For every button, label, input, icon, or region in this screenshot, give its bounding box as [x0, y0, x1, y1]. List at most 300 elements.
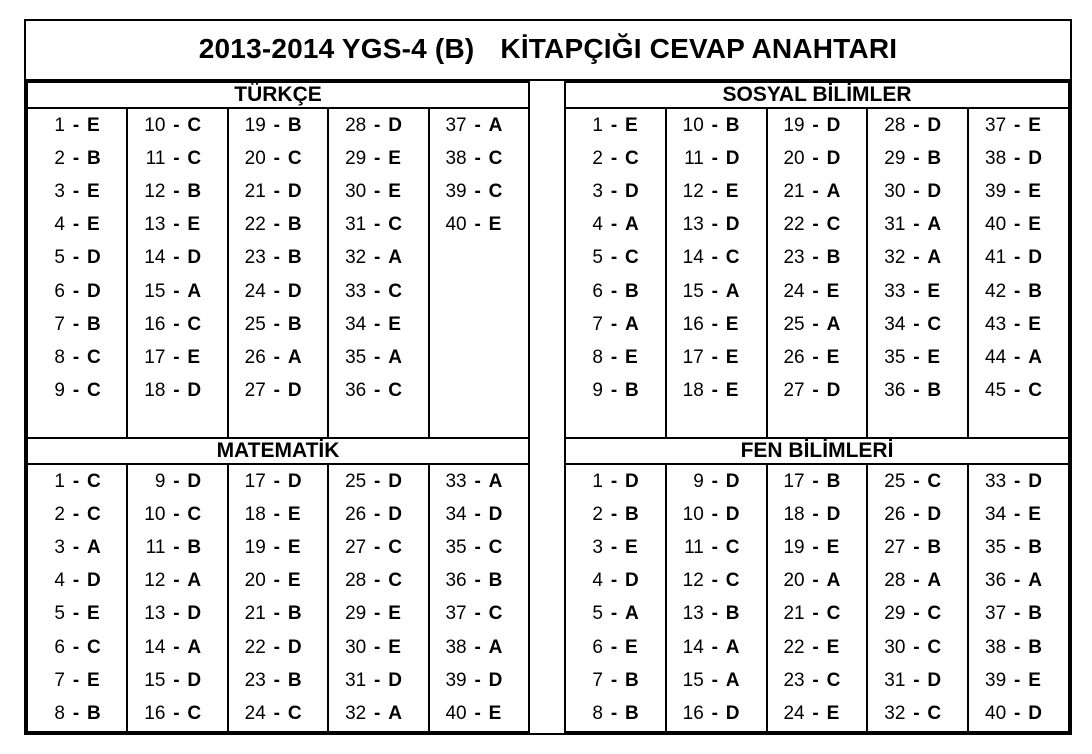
answer-item: [868, 664, 967, 697]
answer-item: [28, 465, 126, 498]
answer-letter: D: [725, 147, 740, 169]
question-number: 29: [345, 603, 367, 625]
separator-dash: -: [812, 503, 819, 525]
question-number: 19: [244, 536, 266, 558]
question-number: 16: [682, 313, 704, 335]
separator-dash: -: [1014, 346, 1021, 368]
separator-dash: -: [913, 147, 920, 169]
answer-letter: D: [287, 280, 302, 302]
separator-dash: -: [1014, 214, 1021, 236]
separator-dash: -: [273, 503, 280, 525]
separator-dash: -: [374, 570, 381, 592]
answer-column: [126, 109, 226, 437]
answer-letter: D: [927, 114, 942, 136]
question-number: 37: [985, 114, 1007, 136]
answer-item: [868, 565, 967, 598]
answer-item: [329, 341, 427, 374]
separator-dash: -: [374, 636, 381, 658]
answer-grid: [26, 465, 530, 733]
answer-item: [329, 142, 427, 175]
question-number: 8: [54, 346, 65, 368]
separator-dash: -: [610, 214, 618, 236]
answer-item: [28, 341, 126, 374]
answer-letter: E: [725, 380, 739, 402]
separator-dash: -: [374, 346, 381, 368]
separator-dash: -: [812, 636, 819, 658]
separator-dash: -: [610, 570, 618, 592]
answer-item: [28, 242, 126, 275]
separator-dash: -: [273, 570, 280, 592]
answer-item: [667, 209, 766, 242]
answer-letter: E: [388, 180, 401, 202]
separator-dash: -: [812, 114, 819, 136]
answer-letter: D: [388, 114, 402, 136]
question-number: 35: [345, 346, 367, 368]
separator-dash: -: [173, 214, 180, 236]
answer-item: [667, 242, 766, 275]
answer-item: [969, 175, 1068, 208]
answer-item: [969, 631, 1068, 664]
separator-dash: -: [173, 669, 180, 691]
question-number: 34: [345, 313, 367, 335]
answer-letter: C: [187, 503, 202, 525]
separator-dash: -: [173, 380, 180, 402]
answer-letter: C: [1028, 380, 1042, 402]
answer-item: [128, 308, 226, 341]
answer-item: [768, 598, 867, 631]
separator-dash: -: [610, 669, 618, 691]
question-number: 18: [682, 380, 704, 402]
answer-letter: E: [725, 180, 739, 202]
separator-dash: -: [173, 280, 180, 302]
separator-dash: -: [913, 503, 920, 525]
answer-letter: B: [826, 247, 841, 269]
answer-item: [128, 697, 226, 730]
question-number: 39: [985, 180, 1007, 202]
answer-item: [969, 209, 1068, 242]
answer-item: [667, 175, 766, 208]
separator-dash: -: [711, 669, 718, 691]
answer-letter: A: [287, 346, 302, 368]
answer-letter: D: [725, 702, 740, 724]
answer-letter: A: [488, 470, 503, 492]
answer-item: [768, 209, 867, 242]
question-number: 4: [54, 214, 65, 236]
question-number: 21: [244, 603, 266, 625]
answer-item: [868, 275, 967, 308]
answer-letter: D: [87, 570, 101, 592]
separator-dash: -: [474, 636, 481, 658]
answer-letter: D: [287, 636, 302, 658]
question-number: 2: [592, 503, 603, 525]
answer-letter: A: [826, 313, 841, 335]
answer-letter: A: [927, 247, 942, 269]
answer-letter: D: [725, 214, 740, 236]
separator-dash: -: [610, 147, 618, 169]
answer-letter: E: [826, 280, 840, 302]
separator-dash: -: [711, 636, 718, 658]
question-number: 29: [884, 603, 906, 625]
answer-letter: C: [927, 603, 942, 625]
answer-item: [667, 375, 766, 408]
answer-letter: C: [826, 669, 841, 691]
answer-letter: A: [725, 280, 740, 302]
answer-letter: E: [826, 702, 840, 724]
answer-letter: C: [388, 570, 402, 592]
answer-grid: [26, 109, 530, 439]
answer-item: [868, 109, 967, 142]
answer-letter: B: [87, 147, 101, 169]
answer-letter: D: [625, 570, 639, 592]
question-number: 20: [783, 570, 805, 592]
answer-letter: A: [488, 636, 503, 658]
answer-item: [768, 697, 867, 730]
answer-letter: B: [287, 114, 302, 136]
answer-item: [430, 631, 528, 664]
question-number: 40: [985, 214, 1007, 236]
question-number: 6: [54, 636, 65, 658]
answer-item: [229, 498, 327, 531]
answer-item: [329, 308, 427, 341]
answer-item: [969, 465, 1068, 498]
answer-item: [28, 498, 126, 531]
answer-item: [868, 697, 967, 730]
answer-letter: B: [488, 570, 503, 592]
answer-item: [430, 175, 528, 208]
question-number: 33: [985, 470, 1007, 492]
answer-item: [229, 465, 327, 498]
answer-item: [329, 531, 427, 564]
answer-letter: C: [187, 702, 202, 724]
question-number: 39: [985, 669, 1007, 691]
answer-item: [128, 565, 226, 598]
answer-letter: B: [725, 603, 740, 625]
answer-letter: B: [1028, 636, 1042, 658]
separator-dash: -: [812, 470, 819, 492]
answer-item: [566, 142, 665, 175]
answer-letter: D: [488, 669, 503, 691]
question-number: 30: [345, 636, 367, 658]
answer-item: [329, 498, 427, 531]
answer-item: [28, 209, 126, 242]
answer-item: [28, 142, 126, 175]
question-number: 10: [144, 114, 166, 136]
separator-dash: -: [474, 702, 481, 724]
answer-item: [868, 242, 967, 275]
separator-dash: -: [173, 503, 180, 525]
answer-letter: E: [287, 570, 301, 592]
answer-item: [430, 109, 528, 142]
separator-dash: -: [374, 180, 381, 202]
answer-item: [969, 308, 1068, 341]
separator-dash: -: [711, 470, 718, 492]
question-number: 8: [592, 346, 603, 368]
answer-letter: D: [187, 603, 202, 625]
answer-item: [566, 697, 665, 730]
answer-letter: C: [87, 503, 101, 525]
answer-column: [428, 465, 528, 731]
section-header: MATEMATİK: [26, 437, 530, 465]
question-number: 15: [682, 280, 704, 302]
answer-item: [667, 275, 766, 308]
question-number: 13: [682, 214, 704, 236]
answer-item: [329, 175, 427, 208]
separator-dash: -: [374, 470, 381, 492]
question-number: 20: [783, 147, 805, 169]
separator-dash: -: [474, 180, 481, 202]
answer-item: [229, 664, 327, 697]
separator-dash: -: [72, 180, 80, 202]
question-number: 24: [244, 280, 266, 302]
answer-letter: A: [927, 214, 942, 236]
answer-item: [969, 142, 1068, 175]
answer-item: [969, 664, 1068, 697]
question-number: 42: [985, 280, 1007, 302]
answer-letter: A: [927, 570, 942, 592]
answer-letter: B: [725, 114, 740, 136]
separator-dash: -: [711, 247, 718, 269]
answer-letter: A: [625, 313, 639, 335]
question-number: 40: [985, 702, 1007, 724]
answer-letter: E: [927, 346, 941, 368]
question-number: 4: [54, 570, 65, 592]
question-number: 33: [884, 280, 906, 302]
separator-dash: -: [1014, 247, 1021, 269]
question-number: 39: [445, 180, 467, 202]
question-number: 10: [682, 114, 704, 136]
answer-letter: A: [826, 570, 841, 592]
separator-dash: -: [913, 669, 920, 691]
answer-item: [229, 275, 327, 308]
answer-column: [967, 109, 1068, 437]
answer-letter: C: [927, 702, 942, 724]
answer-letter: D: [187, 669, 202, 691]
question-number: 28: [884, 114, 906, 136]
answer-letter: C: [625, 247, 639, 269]
separator-dash: -: [173, 570, 180, 592]
separator-dash: -: [1014, 503, 1021, 525]
question-number: 4: [592, 570, 603, 592]
answer-item: [128, 531, 226, 564]
answer-letter: C: [927, 470, 942, 492]
question-number: 19: [244, 114, 266, 136]
answer-letter: E: [1028, 114, 1041, 136]
answer-item: [329, 697, 427, 730]
question-number: 32: [884, 247, 906, 269]
question-number: 16: [144, 313, 166, 335]
question-number: 7: [592, 669, 603, 691]
answer-item: [566, 375, 665, 408]
question-number: 31: [345, 214, 367, 236]
separator-dash: -: [711, 702, 718, 724]
question-number: 22: [783, 214, 805, 236]
answer-letter: D: [87, 247, 101, 269]
answer-letter: E: [187, 346, 201, 368]
answer-column: [428, 109, 528, 437]
answer-column: [327, 109, 427, 437]
separator-dash: -: [812, 147, 819, 169]
question-number: 39: [445, 669, 467, 691]
answer-item: [229, 142, 327, 175]
separator-dash: -: [374, 247, 381, 269]
answer-letter: D: [826, 503, 841, 525]
question-number: 43: [985, 313, 1007, 335]
answer-letter: E: [1028, 503, 1041, 525]
question-number: 32: [345, 247, 367, 269]
answer-letter: E: [625, 536, 638, 558]
answer-letter: C: [725, 536, 740, 558]
answer-letter: E: [87, 214, 100, 236]
question-number: 4: [592, 214, 603, 236]
separator-dash: -: [812, 346, 819, 368]
answer-letter: A: [725, 636, 740, 658]
answer-item: [28, 531, 126, 564]
question-number: 34: [884, 313, 906, 335]
answer-item: [28, 697, 126, 730]
page-title: [24, 19, 1072, 81]
question-number: 20: [244, 570, 266, 592]
separator-dash: -: [374, 536, 381, 558]
answer-column: [28, 465, 126, 731]
question-number: 12: [144, 570, 166, 592]
separator-dash: -: [72, 636, 80, 658]
separator-dash: -: [610, 280, 618, 302]
answer-letter: C: [187, 147, 202, 169]
answer-item: [128, 465, 226, 498]
answer-letter: B: [287, 603, 302, 625]
question-number: 27: [783, 380, 805, 402]
answer-letter: D: [87, 280, 101, 302]
answer-item: [566, 109, 665, 142]
separator-dash: -: [610, 702, 618, 724]
separator-dash: -: [374, 280, 381, 302]
separator-dash: -: [273, 669, 280, 691]
question-number: 22: [244, 636, 266, 658]
question-number: 23: [244, 669, 266, 691]
answer-item: [28, 565, 126, 598]
answer-item: [868, 465, 967, 498]
question-number: 9: [154, 470, 166, 492]
separator-dash: -: [72, 313, 80, 335]
answer-column: [227, 465, 327, 731]
question-number: 12: [682, 570, 704, 592]
answer-letter: E: [725, 346, 739, 368]
answer-letter: C: [87, 380, 101, 402]
answer-item: [566, 209, 665, 242]
answer-item: [768, 375, 867, 408]
answer-item: [229, 109, 327, 142]
separator-dash: -: [72, 669, 80, 691]
answer-column: [967, 465, 1068, 731]
answer-item: [667, 631, 766, 664]
question-number: 37: [445, 603, 467, 625]
answer-letter: B: [287, 669, 302, 691]
separator-dash: -: [474, 669, 481, 691]
answer-letter: A: [87, 536, 101, 558]
answer-item: [566, 242, 665, 275]
answer-column: [766, 465, 867, 731]
separator-dash: -: [711, 280, 718, 302]
question-number: 15: [144, 280, 166, 302]
answer-item: [229, 209, 327, 242]
separator-dash: -: [913, 702, 920, 724]
answer-letter: E: [1028, 669, 1041, 691]
question-number: 33: [345, 280, 367, 302]
answer-letter: E: [927, 280, 941, 302]
answer-item: [667, 598, 766, 631]
question-number: 31: [884, 214, 906, 236]
answer-letter: C: [488, 536, 503, 558]
answer-column: [766, 109, 867, 437]
question-number: 18: [144, 380, 166, 402]
title-booklet: 2013-2014 YGS-4 (B): [198, 33, 475, 64]
answer-item: [229, 697, 327, 730]
question-number: 40: [445, 702, 467, 724]
question-number: 36: [445, 570, 467, 592]
answer-item: [969, 275, 1068, 308]
answer-letter: C: [488, 603, 503, 625]
section-sosyal-bilimler: [564, 81, 1070, 439]
separator-dash: -: [913, 470, 920, 492]
answer-letter: D: [725, 470, 740, 492]
question-number: 16: [682, 702, 704, 724]
answer-letter: E: [87, 669, 100, 691]
answer-letter: E: [826, 346, 840, 368]
answer-item: [969, 109, 1068, 142]
answer-letter: E: [287, 503, 301, 525]
separator-dash: -: [711, 503, 718, 525]
separator-dash: -: [72, 247, 80, 269]
question-number: 35: [445, 536, 467, 558]
answer-item: [969, 565, 1068, 598]
answer-item: [868, 598, 967, 631]
separator-dash: -: [913, 603, 920, 625]
section-fen-bilimleri: [564, 437, 1070, 733]
answer-item: [229, 242, 327, 275]
question-number: 6: [54, 280, 65, 302]
separator-dash: -: [913, 214, 920, 236]
separator-dash: -: [1014, 702, 1021, 724]
answer-letter: B: [287, 214, 302, 236]
separator-dash: -: [374, 702, 381, 724]
answer-letter: E: [488, 214, 502, 236]
question-number: 14: [144, 636, 166, 658]
separator-dash: -: [812, 280, 819, 302]
question-number: 12: [682, 180, 704, 202]
question-number: 15: [144, 669, 166, 691]
separator-dash: -: [1014, 636, 1021, 658]
question-number: 2: [54, 503, 65, 525]
answer-item: [28, 175, 126, 208]
separator-dash: -: [812, 536, 819, 558]
separator-dash: -: [610, 313, 618, 335]
answer-letter: D: [187, 247, 202, 269]
answer-item: [868, 531, 967, 564]
answer-letter: E: [87, 114, 100, 136]
answer-item: [566, 565, 665, 598]
answer-letter: E: [388, 313, 401, 335]
question-number: 30: [345, 180, 367, 202]
question-number: 28: [345, 114, 367, 136]
answer-letter: A: [388, 247, 402, 269]
question-number: 25: [884, 470, 906, 492]
answer-item: [28, 308, 126, 341]
separator-dash: -: [812, 669, 819, 691]
answer-letter: A: [187, 570, 202, 592]
answer-item: [329, 275, 427, 308]
answer-item: [768, 465, 867, 498]
answer-letter: D: [725, 503, 740, 525]
